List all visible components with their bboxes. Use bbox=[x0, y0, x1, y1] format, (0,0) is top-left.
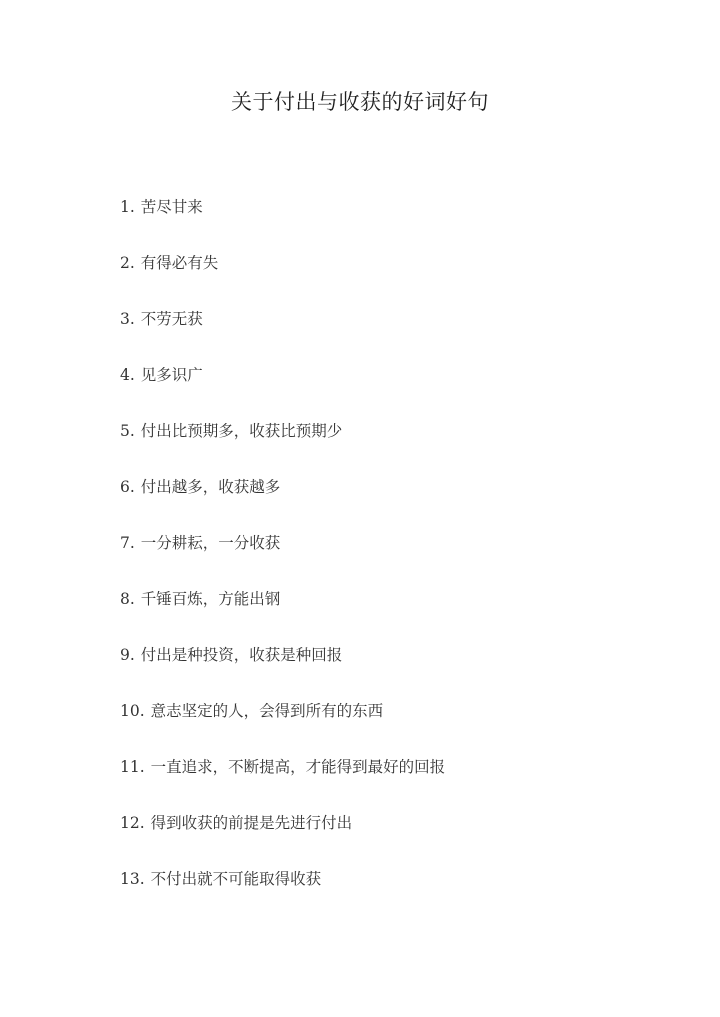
item-number: 12. bbox=[120, 814, 145, 832]
item-text: 见多识广 bbox=[140, 366, 203, 384]
page-title: 关于付出与收获的好词好句 bbox=[231, 90, 489, 114]
item-number: 1. bbox=[120, 198, 135, 216]
item-number: 9. bbox=[120, 646, 135, 664]
list-item bbox=[120, 418, 445, 474]
item-text: 有得必有失 bbox=[140, 254, 219, 272]
list-item bbox=[120, 866, 445, 922]
item-number: 11. bbox=[120, 758, 145, 776]
item-number: 13. bbox=[120, 870, 145, 888]
list-item bbox=[120, 642, 445, 698]
item-text: 一分耕耘，一分收获 bbox=[140, 534, 281, 552]
list-item bbox=[120, 698, 445, 754]
list-item bbox=[120, 194, 445, 250]
list-item bbox=[120, 586, 445, 642]
item-text: 得到收获的前提是先进行付出 bbox=[150, 814, 353, 832]
list-item bbox=[120, 530, 445, 586]
item-number: 7. bbox=[120, 534, 135, 552]
list-item bbox=[120, 810, 445, 866]
item-text: 苦尽甘来 bbox=[140, 198, 203, 216]
item-number: 10. bbox=[120, 702, 145, 720]
item-number: 5. bbox=[120, 422, 135, 440]
item-text: 意志坚定的人，会得到所有的东西 bbox=[150, 702, 384, 720]
item-number: 2. bbox=[120, 254, 135, 272]
list-item bbox=[120, 474, 445, 530]
item-text: 不劳无获 bbox=[140, 310, 203, 328]
phrase-list bbox=[120, 194, 445, 922]
item-number: 3. bbox=[120, 310, 135, 328]
item-text: 不付出就不可能取得收获 bbox=[150, 870, 322, 888]
item-number: 8. bbox=[120, 590, 135, 608]
list-item bbox=[120, 754, 445, 810]
item-text: 一直追求，不断提高，才能得到最好的回报 bbox=[150, 758, 446, 776]
item-text: 付出是种投资，收获是种回报 bbox=[140, 646, 343, 664]
item-text: 千锤百炼，方能出钢 bbox=[140, 590, 281, 608]
item-number: 6. bbox=[120, 478, 135, 496]
list-item bbox=[120, 250, 445, 306]
list-item bbox=[120, 306, 445, 362]
item-number: 4. bbox=[120, 366, 135, 384]
item-text: 付出比预期多，收获比预期少 bbox=[140, 422, 343, 440]
item-text: 付出越多，收获越多 bbox=[140, 478, 281, 496]
list-item bbox=[120, 362, 445, 418]
